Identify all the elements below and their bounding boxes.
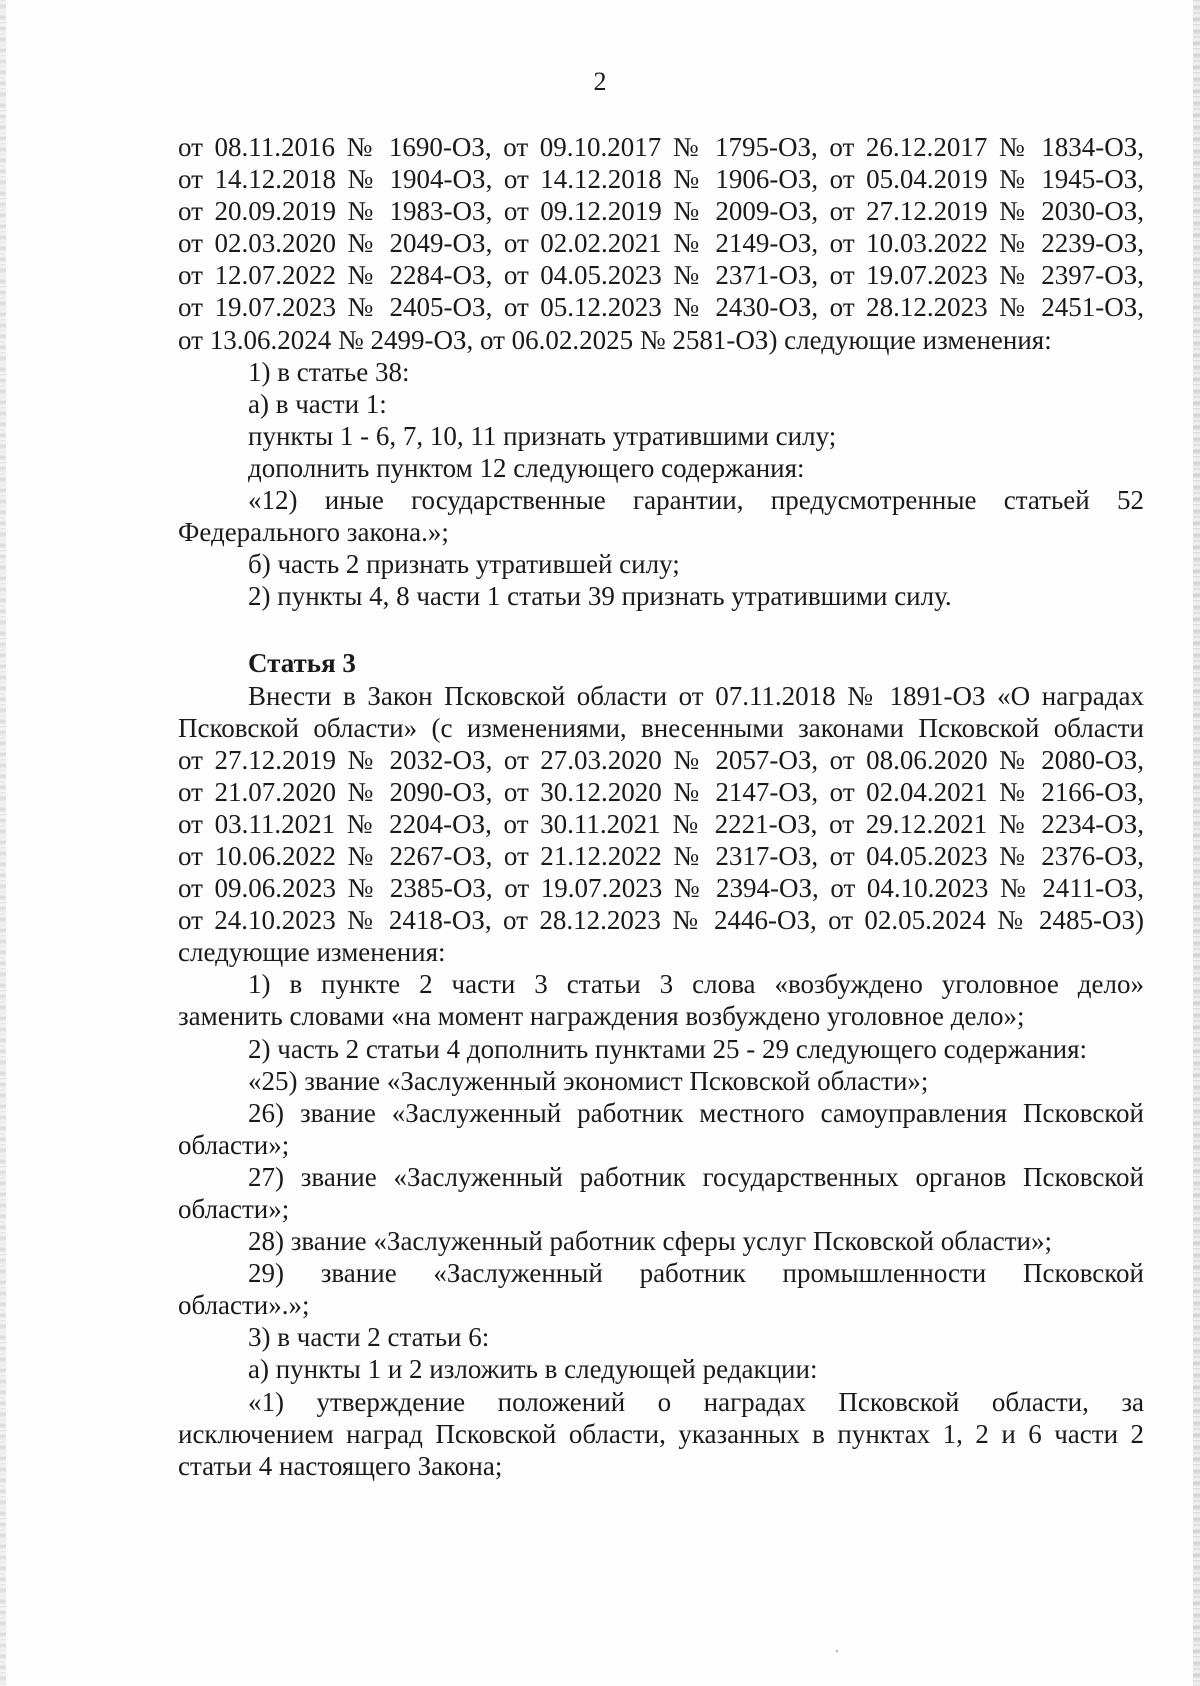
text-line: 2) пункты 4, 8 части 1 статьи 39 признать утратившими силу.: [248, 581, 952, 612]
text-line: 2) часть 2 статьи 4 дополнить пунктами 25 - 29 следующего содержания:: [248, 1033, 1088, 1064]
text-line: 1) в пункте 2 части 3 статьи 3 слова «возбуждено уголовное дело»: [248, 969, 1144, 1000]
text-line: следующие изменения:: [178, 937, 446, 968]
text-line: от 09.06.2023 № 2385-ОЗ, от 19.07.2023 № 2394-ОЗ, от 04.10.2023 № 2411-ОЗ,: [178, 873, 1144, 904]
text-line: от 12.07.2022 № 2284-ОЗ, от 04.05.2023 № 2371-ОЗ, от 19.07.2023 № 2397-ОЗ,: [178, 260, 1144, 291]
text-line: области»;: [178, 1194, 290, 1224]
page-number: 2: [593, 67, 607, 96]
text-line: пункты 1 - 6, 7, 10, 11 признать утратившими силу;: [248, 420, 837, 451]
text-line: области».»;: [178, 1290, 310, 1321]
text-line: от 19.07.2023 № 2405-ОЗ, от 05.12.2023 № 2430-ОЗ, от 28.12.2023 № 2451-ОЗ,: [178, 292, 1144, 323]
text-line: 26) звание «Заслуженный работник местного самоуправления Псковской: [248, 1097, 1144, 1128]
text-line: исключением наград Псковской области, указанных в пунктах 1, 2 и 6 части 2: [178, 1418, 1144, 1449]
scan-edge-left: [0, 0, 6, 1686]
text-line: а) в части 1:: [248, 388, 387, 419]
text-line: заменить словами «на момент награждения возбуждено уголовное дело»;: [178, 1001, 1025, 1032]
text-line: от 14.12.2018 № 1904-ОЗ, от 14.12.2018 № 1906-ОЗ, от 05.04.2019 № 1945-ОЗ,: [178, 164, 1144, 195]
article-heading: Статья 3: [248, 648, 356, 679]
text-line: Псковской области» (с изменениями, внесенными законами Псковской области: [178, 712, 1144, 743]
text-line: а) пункты 1 и 2 изложить в следующей редакции:: [248, 1354, 818, 1385]
text-line: от 13.06.2024 № 2499-ОЗ, от 06.02.2025 № 2581-ОЗ) следующие изменения:: [178, 324, 1052, 355]
text-line: Федерального закона.»;: [178, 517, 449, 548]
text-line: области»;: [178, 1129, 290, 1160]
text-line: от 02.03.2020 № 2049-ОЗ, от 02.02.2021 № 2149-ОЗ, от 10.03.2022 № 2239-ОЗ,: [178, 228, 1144, 259]
scan-edge-right: [1193, 0, 1200, 1686]
text-line: статьи 4 настоящего Закона;: [178, 1450, 503, 1481]
text-line: «25) звание «Заслуженный экономист Псковской области»;: [248, 1065, 929, 1096]
text-line: от 10.06.2022 № 2267-ОЗ, от 21.12.2022 № 2317-ОЗ, от 04.05.2023 № 2376-ОЗ,: [178, 840, 1144, 871]
text-line: от 03.11.2021 № 2204-ОЗ, от 30.11.2021 № 2221-ОЗ, от 29.12.2021 № 2234-ОЗ,: [178, 808, 1144, 839]
text-line: от 24.10.2023 № 2418-ОЗ, от 28.12.2023 № 2446-ОЗ, от 02.05.2024 № 2485-ОЗ): [178, 905, 1144, 936]
document-body: [178, 131, 1144, 1482]
text-line: «1) утверждение положений о наградах Псковской области, за: [248, 1386, 1144, 1417]
text-line: б) часть 2 признать утратившей силу;: [248, 549, 680, 580]
text-line: 3) в части 2 статьи 6:: [248, 1322, 490, 1353]
text-line: 1) в статье 38:: [248, 356, 410, 387]
text-line: 29) звание «Заслуженный работник промышленности Псковской: [248, 1258, 1144, 1289]
text-line: Внести в Закон Псковской области от 07.11.2018 № 1891-ОЗ «О наградах: [248, 680, 1144, 711]
text-line: от 27.12.2019 № 2032-ОЗ, от 27.03.2020 № 2057-ОЗ, от 08.06.2020 № 2080-ОЗ,: [178, 744, 1144, 775]
text-line: «12) иные государственные гарантии, предусмотренные статьей 52: [248, 485, 1144, 516]
text-line: от 20.09.2019 № 1983-ОЗ, от 09.12.2019 № 2009-ОЗ, от 27.12.2019 № 2030-ОЗ,: [178, 196, 1144, 227]
scan-speck: [836, 1650, 838, 1652]
text-line: 27) звание «Заслуженный работник государственных органов Псковской: [248, 1161, 1144, 1192]
text-line: от 21.07.2020 № 2090-ОЗ, от 30.12.2020 № 2147-ОЗ, от 02.04.2021 № 2166-ОЗ,: [178, 776, 1144, 807]
text-line: 28) звание «Заслуженный работник сферы услуг Псковской области»;: [248, 1226, 1052, 1257]
text-line: от 08.11.2016 № 1690-ОЗ, от 09.10.2017 № 1795-ОЗ, от 26.12.2017 № 1834-ОЗ,: [178, 132, 1144, 162]
paragraph-gap: [178, 612, 1144, 647]
text-line: дополнить пунктом 12 следующего содержания:: [248, 452, 805, 483]
